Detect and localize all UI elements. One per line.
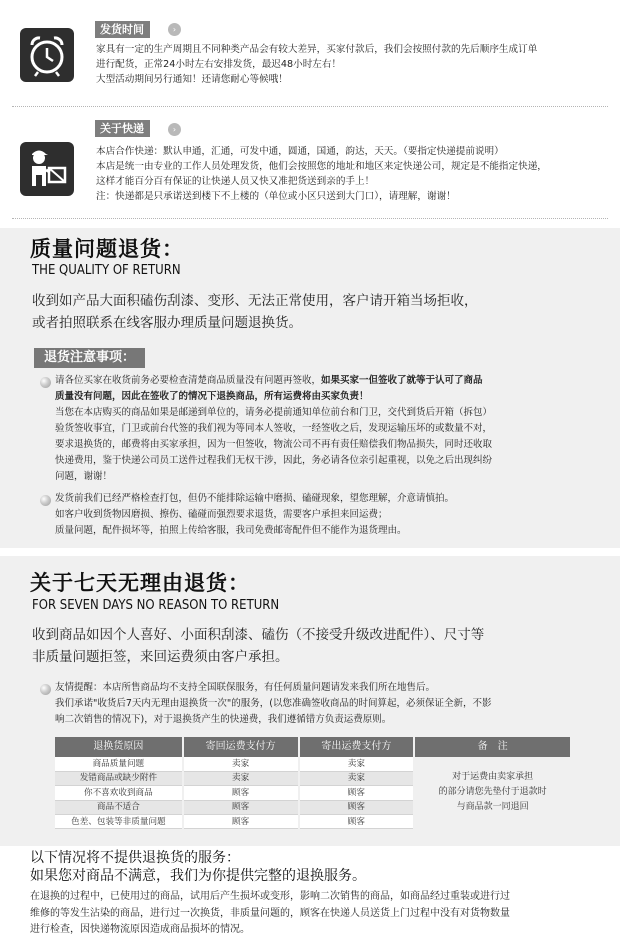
condition-line: 维修的等发生沾染的商品，进行过一次换货，非质量问题的，顾客在快递人员送货上门过程中没有对货物数量 <box>30 907 510 919</box>
shipping-line: 家具有一定的生产周期且不同种类产品会有较大差异，买家付款后，我们会按照付款的先后顺序生成订单 <box>96 44 538 55</box>
table-header: 寄回运费支付方 <box>183 737 299 757</box>
quality-notice-paragraph <box>55 373 600 485</box>
seven-day-lead <box>32 624 602 668</box>
quality-lead-line: 收到如产品大面积磕伤刮漆、变形、无法正常使用，客户请开箱当场拒收， <box>32 293 478 309</box>
note-line: 对于运费由卖家承担 <box>452 772 534 783</box>
return-notice-badge: 退货注意事项： <box>34 348 145 368</box>
table-cell: 顾客 <box>299 815 415 829</box>
notice-line: 问题，谢谢！ <box>55 471 113 482</box>
shipping-line: 大型活动期间另行通知！还请您耐心等候哦！ <box>96 74 288 85</box>
no-return-heading: 以下情况将不提供退换货的服务： <box>30 850 240 866</box>
tips-line: 响二次销售的情况下)，对于退换货产生的快递费，我们遵循错方负责运费原则。 <box>55 714 392 725</box>
divider <box>12 218 608 219</box>
packing-notice-paragraph <box>55 491 600 539</box>
condition-line: 进行检查，因快递物流原因造成商品损坏的情况。 <box>30 924 250 935</box>
shipping-line: 进行配货，正常24小时左右安排发货，最迟48小时左右！ <box>96 59 342 70</box>
bullet-icon <box>40 495 51 506</box>
express-title: 关于快递 <box>95 120 150 137</box>
table-note-cell <box>414 757 571 829</box>
packing-line: 质量问题，配件损坏等，拍照上传给客服，我司免费邮寄配件但不能作为退货理由。 <box>55 525 407 536</box>
express-line: 本店合作快递：默认申通，汇通，可发中通，圆通，国通，韵达，天天。（要指定快递提前说明） <box>96 146 504 157</box>
express-line: 本店是统一由专业的工作人员处理发货，他们会按照您的地址和地区来定快递公司，规定是不能指定快递， <box>96 161 547 172</box>
table-cell: 卖家 <box>183 771 299 785</box>
quality-lead <box>32 290 602 334</box>
quality-title-en: THE QUALITY OF RETURN <box>32 263 181 278</box>
table-cell: 顾客 <box>183 800 299 814</box>
packing-line: 如客户收到货物因磨损、擦伤、磕碰而强烈要求退货，需要客户承担来回运费； <box>55 509 388 520</box>
tips-line: 我们承诺"收货后7天内无理由退换货一次"的服务，(以您准确签收商品的时间算起，必须保证全新，不影 <box>55 698 492 709</box>
table-cell: 商品不适合 <box>55 800 183 814</box>
bullet-icon <box>40 684 51 695</box>
table-cell: 卖家 <box>299 757 415 771</box>
chevron-right-icon: › <box>168 123 181 136</box>
shipping-title: 发货时间 <box>95 21 150 38</box>
table-header: 退换货原因 <box>55 737 183 757</box>
table-cell: 色差、包装等非质量问题 <box>55 815 183 829</box>
table-header-row <box>55 737 571 757</box>
divider <box>12 106 608 107</box>
tips-line: 友情提醒：本店所售商品均不支持全国联保服务，有任何质量问题请发来我们所在地售后。 <box>55 682 436 693</box>
notice-line: 验货签收事宜，门卫或前台代签的我们视为等同本人签收，一经签收之后，发现运输压坏的或数量不对， <box>55 423 493 434</box>
no-return-conditions <box>30 889 605 939</box>
table-cell: 顾客 <box>299 786 415 800</box>
note-line: 与商品款一同退回 <box>456 802 529 813</box>
seven-day-lead-line: 非质量问题拒签，来回运费须由客户承担。 <box>32 649 289 665</box>
table-cell: 发错商品或缺少附件 <box>55 771 183 785</box>
table-cell: 商品质量问题 <box>55 757 183 771</box>
table-cell: 你不喜欢收到商品 <box>55 786 183 800</box>
seven-day-title-cn: 关于七天无理由退货： <box>30 571 250 595</box>
seven-day-title-en: FOR SEVEN DAYS NO REASON TO RETURN <box>32 598 280 613</box>
notice-line: 当您在本店购买的商品如果是邮递到单位的，请务必提前通知单位前台和门卫，交代到货后开箱（拆包） <box>55 407 493 418</box>
delivery-courier-icon <box>20 142 74 196</box>
table-cell: 卖家 <box>183 757 299 771</box>
notice-line: 要求退换货的，邮费将由买家承担，因为一但签收，物流公司不再有责任赔偿我们物品损失，同时还收取 <box>55 439 493 450</box>
table-header: 备 注 <box>414 737 571 757</box>
notice-text: 请各位买家在收货前务必要检查清楚商品质量没有问题再签收， <box>55 375 322 386</box>
express-line: 注：快递都是只承诺送到楼下不上楼的（单位或小区只送到大门口），请理解，谢谢！ <box>96 191 456 202</box>
return-fee-table <box>55 737 572 829</box>
express-section <box>0 110 620 210</box>
condition-line: 在退换的过程中，已使用过的商品，试用后产生损坏或变形，影响二次销售的商品，如商品经过重装或进行过 <box>30 891 510 902</box>
express-text <box>96 144 606 204</box>
table-row <box>55 757 571 771</box>
table-cell: 顾客 <box>183 786 299 800</box>
bullet-icon <box>40 377 51 388</box>
express-line: 这样才能百分百有保证的让快递人员又快又准把货送到亲的手上！ <box>96 176 375 187</box>
note-line: 的部分请您先垫付于退款时 <box>438 787 547 798</box>
packing-line: 发货前我们已经严格检查打包，但仍不能排除运输中磨损、磕碰现象，望您理解，介意请慎拍。 <box>55 493 455 504</box>
shipping-section <box>0 0 620 100</box>
table-header: 寄出运费支付方 <box>299 737 415 757</box>
no-return-subheading: 如果您对商品不满意，我们为你提供完整的退换服务。 <box>30 868 366 884</box>
chevron-right-icon: › <box>168 23 181 36</box>
shipping-text <box>96 42 606 87</box>
seven-day-lead-line: 收到商品如因个人喜好、小面积刮漆、磕伤（不接受升级改进配件）、尺寸等 <box>32 627 485 643</box>
table-cell: 顾客 <box>183 815 299 829</box>
quality-title-cn: 质量问题退货： <box>30 237 184 261</box>
alarm-clock-icon <box>20 28 74 82</box>
quality-lead-line: 或者拍照联系在线客服办理质量问题退换货。 <box>32 315 302 331</box>
notice-bold-text: 质量没有问题，因此在签收了的情况下退换商品，所有运费将由买家负责！ <box>55 391 369 402</box>
friendly-tips-paragraph <box>55 680 600 728</box>
notice-line: 快递费用，鉴于快递公司员工送件过程我们无权干涉，因此，务必请各位亲引起重视，以免之后出现纠纷 <box>55 455 493 466</box>
table-cell: 顾客 <box>299 800 415 814</box>
notice-bold-text: 如果买家一但签收了就等于认可了商品 <box>321 375 483 386</box>
table-cell: 卖家 <box>299 771 415 785</box>
